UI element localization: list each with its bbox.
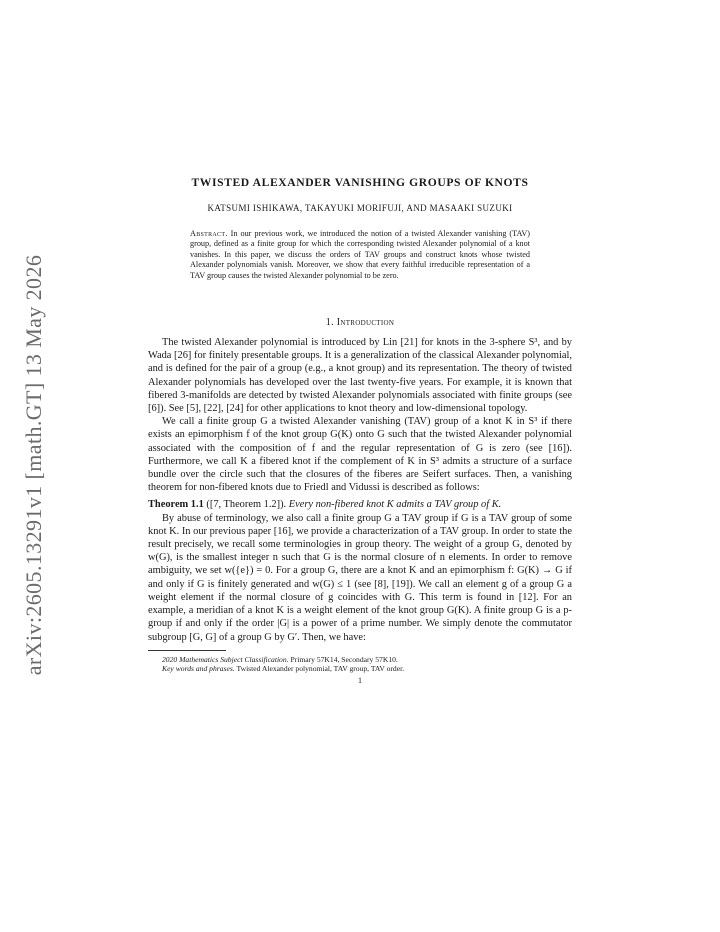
keywords-label: Key words and phrases.	[162, 664, 235, 674]
page-number: 1	[358, 675, 362, 685]
footnote-keywords	[148, 664, 572, 674]
keywords-text: Twisted Alexander polynomial, TAV group, TAV order.	[236, 664, 405, 674]
theorem-citation: ([7, Theorem 1.2]).	[206, 499, 287, 511]
theorem-statement: Every non-fibered knot K admits a TAV group of K.	[288, 499, 502, 511]
page-content	[148, 176, 572, 685]
intro-paragraph-3: By abuse of terminology, we also call a finite group G a TAV group if G is a TAV group of some knot K. In our previous paper [16], we provide a characterization of a TAV group. In order to state the result precisely, we recall some terminologies in group theory. The weight of a group G, denoted by w(G), is the smallest integer n such that G is the normal closure of n elements. In order to remove ambiguity, we set w({e}) = 0. For a group G, there are a knot K and an epimorphism f: G(K) → G if and only if G is finitely generated and w(G) ≤ 1 (see [8], [19]). We call an element g of a group G a weight element if the normal closure of g coincides with G. This term is found in [12]. For an example, a meridian of a knot K is a weight element of the knot group G(K). A finite group G is a p-group if and only if the order |G| is a power of a prime number. We simply denote the commutator subgroup [G, G] of a group G by G′. Then, we have:	[148, 512, 572, 643]
author-list: KATSUMI ISHIKAWA, TAKAYUKI MORIFUJI, AND MASAAKI SUZUKI	[207, 203, 513, 213]
abstract-label: Abstract.	[190, 229, 228, 238]
theorem-label: Theorem 1.1	[148, 499, 204, 511]
arxiv-identifier: arXiv:2605.13291v1 [math.GT] 13 May 2026	[21, 254, 46, 676]
intro-paragraph-1: The twisted Alexander polynomial is introduced by Lin [21] for knots in the 3-sphere S³, and by Wada [26] for finitely presentable groups. It is a generalization of the classical Alexander polynomial, and is defined for the pair of a group (e.g., a knot group) and its representation. The theory of twisted Alexander polynomials has developed over the last twenty-five years. For example, it is known that fibered 3-manifolds are detected by twisted Alexander polynomials associated with finite groups (see [6]). See [5], [22], [24] for other applications to knot theory and low-dimensional topology.	[148, 337, 572, 415]
footnote-msc	[148, 655, 572, 665]
section-number: 1.	[325, 317, 334, 329]
abstract-text: In our previous work, we introduced the notion of a twisted Alexander vanishing (TAV) group, defined as a finite group for which the corresponding twisted Alexander polynomial of a knot vanishes. In this paper, we discuss the orders of TAV groups and construct knots whose twisted Alexander polynomials vanish. Moreover, we show that every faithful irreducible representation of a TAV group causes the twisted Alexander polynomial to be zero.	[190, 229, 531, 280]
abstract	[190, 229, 530, 281]
arxiv-identifier-margin	[12, 240, 56, 690]
theorem-1-1	[148, 498, 572, 511]
section-heading	[148, 317, 572, 328]
intro-paragraph-2: We call a finite group G a twisted Alexander vanishing (TAV) group of a knot K in S³ if there exists an epimorphism f of the knot group G(K) onto G such that the twisted Alexander polynomial associated with the composition of f and the regular representation of G is zero (see [16]). Furthermore, we call K a fibered knot if the complement of K in S³ admits a structure of a surface bundle over the circle such that the closures of the fiberes are Seifert surfaces. Then, a vanishing theorem for non-fibered knots due to Friedl and Vidussi is described as follows:	[148, 416, 572, 494]
msc-text: Primary 57K14, Secondary 57K10.	[290, 654, 398, 664]
paper-title: TWISTED ALEXANDER VANISHING GROUPS OF KNOTS	[191, 176, 529, 189]
msc-label: 2020 Mathematics Subject Classification.	[162, 654, 289, 664]
footnote-rule	[148, 650, 226, 651]
section-title: Introduction	[336, 317, 395, 329]
